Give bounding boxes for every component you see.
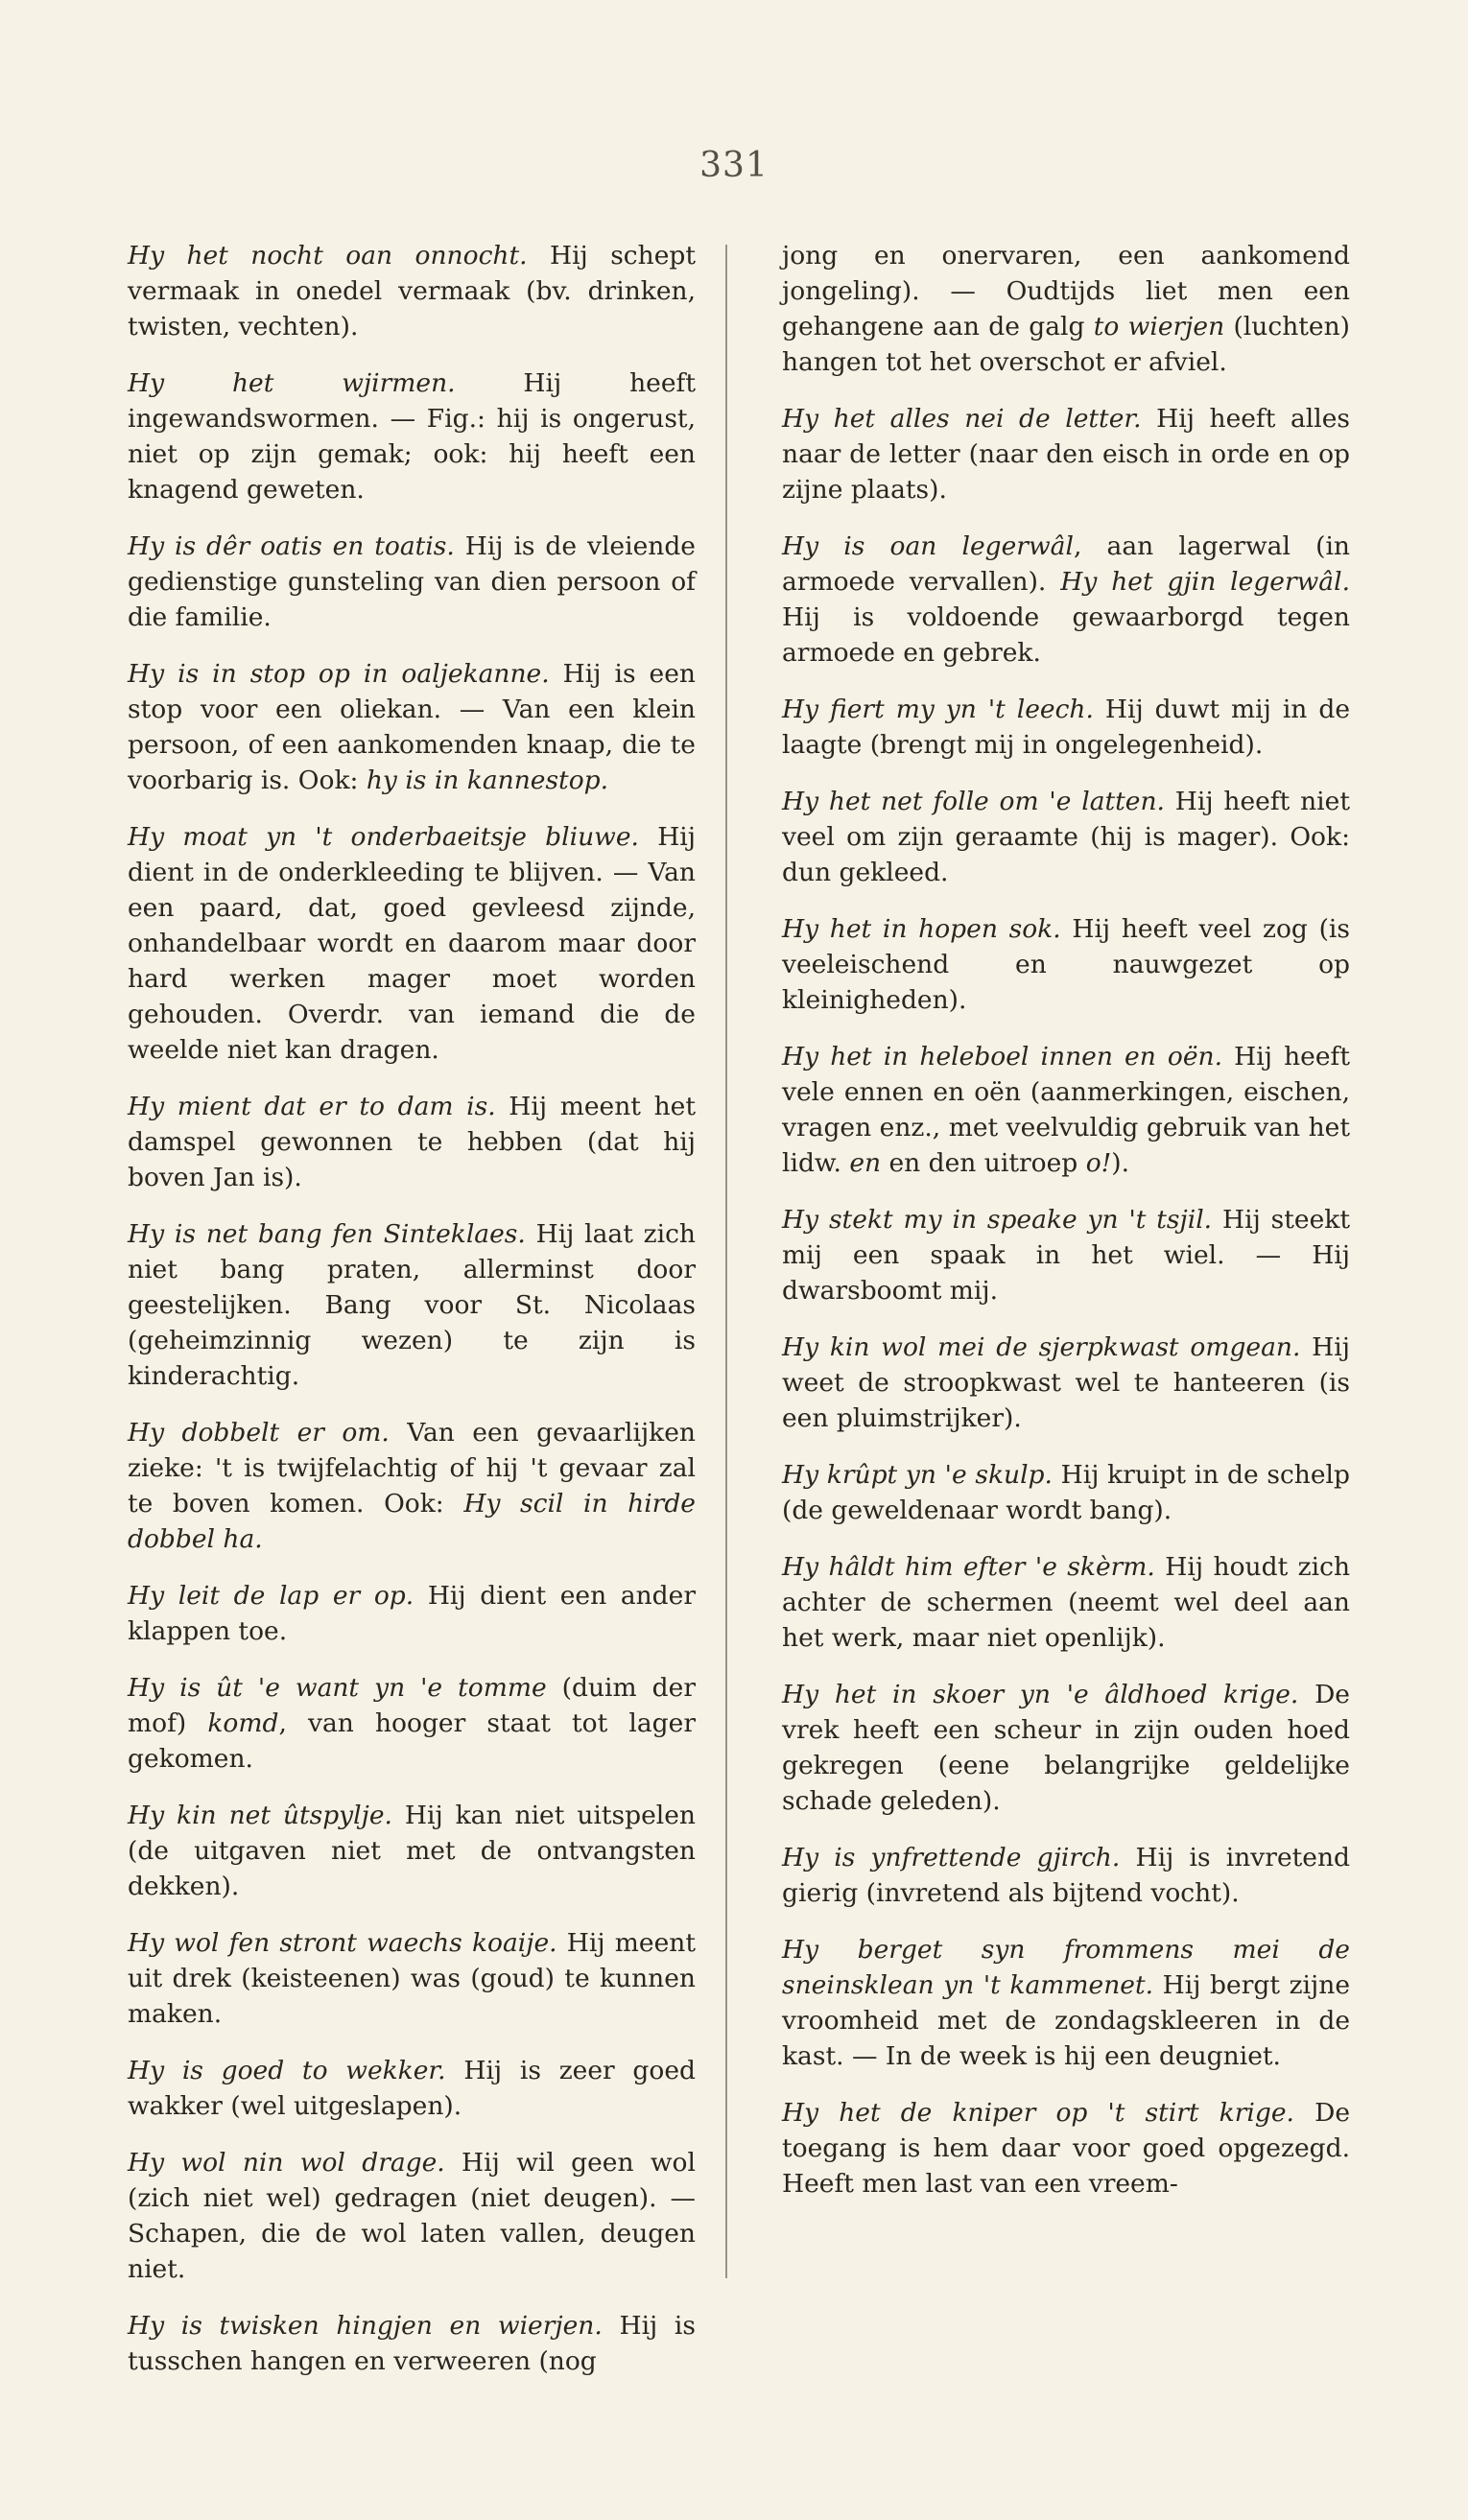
idiom-entry: jong en onervaren, een aankomend jongeling). — Oudtijds liet men een gehangene aan de galg to wierjen (luchten) hangen tot het overschot er afviel. [782, 241, 1350, 377]
idiom-entry: Hy kin wol mei de sjerpkwast omgean. Hij weet de stroopkwast wel te hanteeren (is een pluimstrijker). [782, 1332, 1350, 1433]
idiom-entry: Hy het in hopen sok. Hij heeft veel zog (is veeleischend en nauwgezet op kleinigheden). [782, 914, 1350, 1015]
right-column [782, 238, 1350, 2223]
idiom-entry: Hy is oan legerwâl, aan lagerwal (in armoede vervallen). Hy het gjin legerwâl. Hij is voldoende gewaarborgd tegen armoede en gebrek. [782, 531, 1351, 668]
idiom-entry: Hy is net bang fen Sinteklaes. Hij laat zich niet bang praten, allerminst door geestelijken. Bang voor St. Nicolaas (geheimzinnig wezen) te zijn is kinderachtig. [128, 1219, 696, 1391]
idiom-entry: Hy is in stop op in oaljekanne. Hij is een stop voor een oliekan. — Van een klein persoon, of een aankomenden knaap, die te voorbarig is. Ook: hy is in kannestop. [128, 659, 696, 795]
idiom-entry: Hy berget syn frommens mei de sneinsklean yn 't kammenet. Hij bergt zijne vroomheid met de zondagskleeren in de kast. — In de week is hij een deugniet. [782, 1935, 1350, 2071]
idiom-entry: Hy het de kniper op 't stirt krige. De toegang is hem daar voor goed opgezegd. Heeft men last van een vreem- [782, 2098, 1351, 2199]
idiom-entry: Hy hâldt him efter 'e skèrm. Hij houdt zich achter de schermen (neemt wel deel aan het werk, maar niet openlijk). [782, 1552, 1351, 1653]
idiom-entry: Hy het net folle om 'e latten. Hij heeft niet veel om zijn geraamte (hij is mager). Ook: dun gekleed. [782, 787, 1350, 887]
idiom-entry: Hy is ynfrettende gjirch. Hij is invretend gierig (invretend als bijtend vocht). [782, 1843, 1350, 1908]
idiom-entry: Hy fiert my yn 't leech. Hij duwt mij in de laagte (brengt mij in ongelegenheid). [782, 695, 1351, 760]
idiom-entry: Hy stekt my in speake yn 't tsjil. Hij steekt mij een spaak in het wiel. — Hij dwarsboomt mij. [782, 1205, 1350, 1306]
idiom-entry: Hy leit de lap er op. Hij dient een ander klappen toe. [128, 1581, 697, 1646]
idiom-entry: Hy is dêr oatis en toatis. Hij is de vleiende gedienstige gunsteling van dien persoon of die familie. [128, 531, 696, 632]
idiom-entry: Hy mient dat er to dam is. Hij meent het damspel gewonnen te hebben (dat hij boven Jan is). [128, 1092, 696, 1192]
idiom-entry: Hy is twisken hingjen en wierjen. Hij is tusschen hangen en verweeren (nog [128, 2311, 696, 2376]
idiom-entry: Hy is ût 'e want yn 'e tomme (duim der mof) komd, van hooger staat tot lager gekomen. [128, 1673, 696, 1774]
idiom-entry: Hy het in skoer yn 'e âldhoed krige. De vrek heeft een scheur in zijn ouden hoed gekregen (eene belangrijke geldelijke schade geleden). [782, 1680, 1350, 1816]
idiom-entry: Hy is goed to wekker. Hij is zeer goed wakker (wel uitgeslapen). [128, 2056, 696, 2121]
idiom-entry: Hy moat yn 't onderbaeitsje bliuwe. Hij dient in de onderkleeding te blijven. — Van een paard, dat, goed gevleesd zijnde, onhandelbaar wordt en daarom maar door hard werken mager moet worden gehouden. Overdr. van iemand die de weelde niet kan dragen. [128, 822, 696, 1065]
idiom-entry: Hy wol nin wol drage. Hij wil geen wol (zich niet wel) gedragen (niet deugen). — Schapen, die de wol laten vallen, deugen niet. [128, 2148, 696, 2284]
page-number: 331 [699, 146, 769, 185]
idiom-entry: Hy dobbelt er om. Van een gevaarlijken zieke: 't is twijfelachtig of hij 't gevaar zal te boven komen. Ook: Hy scil in hirde dobbel ha. [128, 1418, 696, 1554]
idiom-entry: Hy het in heleboel innen en oën. Hij heeft vele ennen en oën (aanmerkingen, eischen, vragen enz., met veelvuldig gebruik van het lidw. en en den uitroep o!). [782, 1042, 1350, 1178]
idiom-entry: Hy wol fen stront waechs koaije. Hij meent uit drek (keisteenen) was (goud) te kunnen maken. [128, 1928, 696, 2029]
idiom-entry: Hy het alles nei de letter. Hij heeft alles naar de letter (naar den eisch in orde en op zijne plaats). [782, 404, 1350, 505]
idiom-entry: Hy het wjirmen. Hij heeft ingewandswormen. — Fig.: hij is ongerust, niet op zijn gemak; ook: hij heeft een knagend geweten. [128, 368, 696, 505]
idiom-entry: Hy het nocht oan onnocht. Hij schept vermaak in onedel vermaak (bv. drinken, twisten, vechten). [128, 241, 696, 341]
column-divider [725, 245, 727, 2278]
idiom-entry: Hy kin net ûtspylje. Hij kan niet uitspelen (de uitgaven niet met de ontvangsten dekken). [128, 1801, 696, 1901]
idiom-entry: Hy krûpt yn 'e skulp. Hij kruipt in de schelp (de geweldenaar wordt bang). [782, 1460, 1350, 1525]
left-column [128, 238, 696, 2400]
